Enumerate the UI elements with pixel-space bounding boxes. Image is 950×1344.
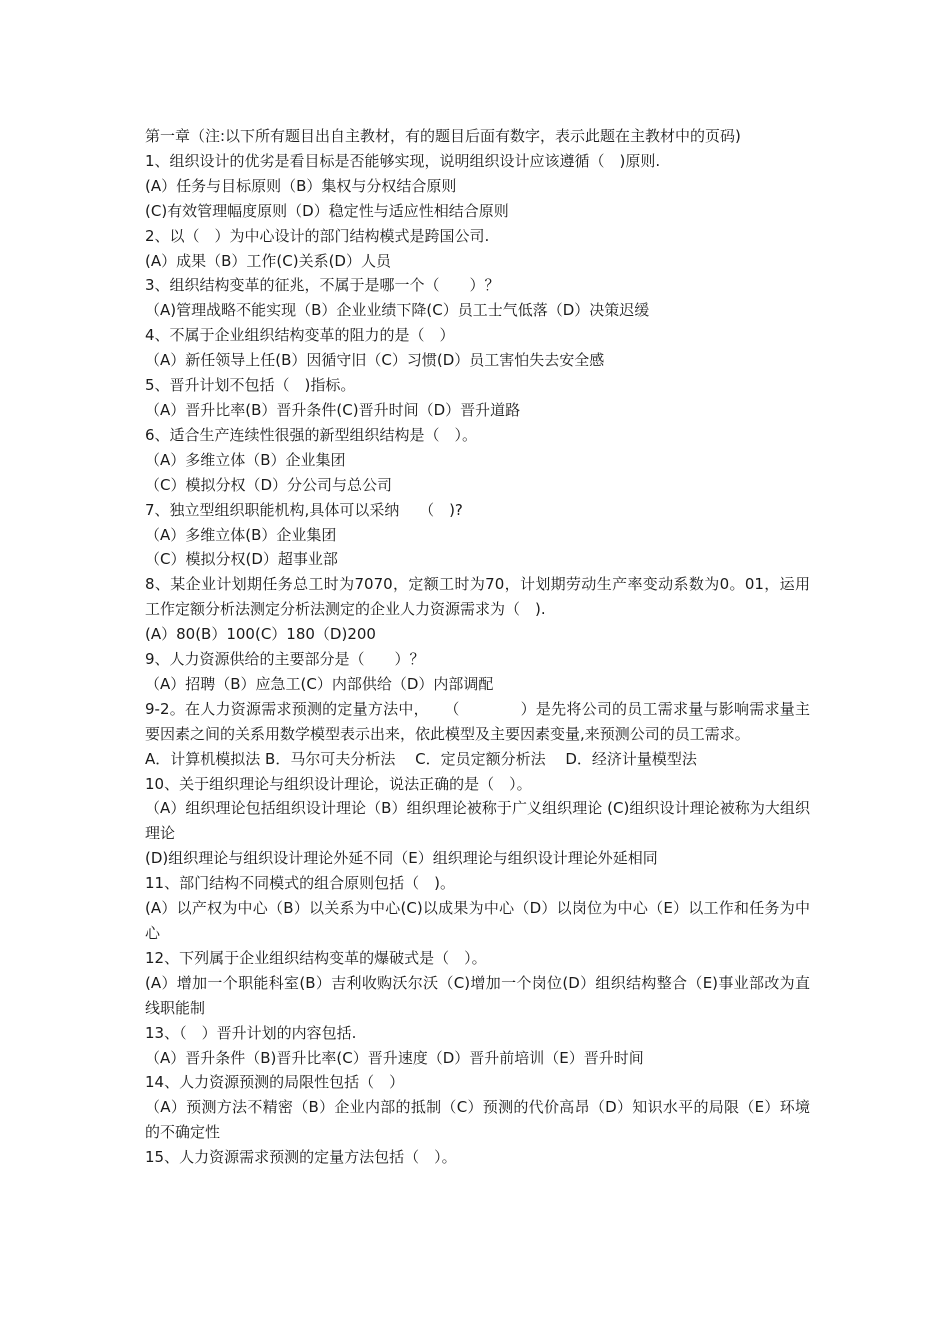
question-12: 12、下列属于企业组织结构变革的爆破式是（ ）。 — [145, 948, 487, 967]
question-1: 1、组织设计的优劣是看目标是否能够实现，说明组织设计应该遵循（ )原则. — [145, 151, 661, 170]
question-6: 6、适合生产连续性很强的新型组织结构是（ ）。 — [145, 425, 478, 444]
question-8: 8、某企业计划期任务总工时为7070，定额工时为70，计划期劳动生产率变动系数为0。01，运用工作定额分析法测定分析法测定的企业人力资源需求为（ ). — [145, 575, 810, 619]
question-11-options: (A）以产权为中心（B）以关系为中心(C)以成果为中心（D）以岗位为中心（E）以工作和任务为中心 — [145, 899, 810, 942]
question-5-options: （A）晋升比率(B）晋升条件(C)晋升时间（D）晋升道路 — [145, 400, 521, 419]
question-9-options: （A）招聘（B）应急工(C）内部供给（D）内部调配 — [145, 674, 494, 693]
question-10-options-a: （A）组织理论包括组织设计理论（B）组织理论被称于广义组织理论 (C)组织设计理论被称为大组织理论 — [145, 799, 810, 843]
question-13: 13、（ ）晋升计划的内容包括. — [145, 1023, 357, 1042]
question-10: 10、关于组织理论与组织设计理论，说法正确的是（ ）。 — [145, 774, 532, 793]
question-2-options: (A）成果（B）工作(C)关系(D）人员 — [145, 251, 391, 270]
question-6-options-b: （C）模拟分权（D）分公司与总公司 — [145, 475, 393, 494]
question-15: 15、人力资源需求预测的定量方法包括（ ）。 — [145, 1148, 457, 1167]
question-9: 9、人力资源供给的主要部分是（ ）？ — [145, 650, 425, 669]
question-10-options-b: (D)组织理论与组织设计理论外延不同（E）组织理论与组织设计理论外延相同 — [145, 849, 658, 868]
question-3-options: （A)管理战略不能实现（B）企业业绩下降(C）员工士气低落（D）决策迟缓 — [145, 301, 650, 320]
question-1-options-b: (C)有效管理幅度原则（D）稳定性与适应性相结合原则 — [145, 201, 509, 220]
question-14: 14、人力资源预测的局限性包括（ ） — [145, 1073, 405, 1092]
question-3: 3、组织结构变革的征兆，不属于是哪一个（ ）？ — [145, 276, 500, 295]
question-9-2: 9-2。在人力资源需求预测的定量方法中， （ ）是先将公司的员工需求量与影响需求量主要因素之间的关系用数学模型表示出来，依此模型及主要因素变量,来预测公司的员工需求。 — [145, 699, 810, 743]
question-7: 7、独立型组织职能机构,具体可以采纳 （ )? — [145, 500, 463, 519]
document-body — [145, 124, 810, 1170]
question-6-options-a: （A）多维立体（B）企业集团 — [145, 450, 346, 469]
question-7-options-a: （A）多维立体(B）企业集团 — [145, 525, 337, 544]
question-8-options: (A）80(B）100(C）180（D)200 — [145, 625, 376, 644]
question-1-options-a: (A）任务与目标原则（B）集权与分权结合原则 — [145, 176, 457, 195]
chapter-heading: 第一章（注:以下所有题目出自主教材，有的题目后面有数字，表示此题在主教材中的页码) — [145, 127, 741, 145]
question-9-2-options: A．计算机模拟法 B．马尔可夫分析法 C．定员定额分析法 D．经济计量模型法 — [145, 749, 697, 768]
question-12-options: (A）增加一个职能科室(B）吉利收购沃尔沃（C)增加一个岗位(D）组织结构整合（E)事业部改为直线职能制 — [145, 973, 810, 1017]
question-5: 5、晋升计划不包括（ )指标。 — [145, 376, 356, 395]
question-4: 4、不属于企业组织结构变革的阻力的是（ ） — [145, 326, 455, 345]
question-13-options: （A）晋升条件（B)晋升比率(C）晋升速度（D）晋升前培训（E）晋升时间 — [145, 1048, 644, 1067]
question-14-options: （A）预测方法不精密（B）企业内部的抵制（C）预测的代价高昂（D）知识水平的局限（E）环境的不确定性 — [145, 1098, 810, 1142]
question-2: 2、以（ ）为中心设计的部门结构模式是跨国公司. — [145, 226, 490, 245]
question-11: 11、部门结构不同模式的组合原则包括（ )。 — [145, 874, 455, 893]
question-7-options-b: （C）模拟分权(D）超事业部 — [145, 550, 338, 569]
question-4-options: （A）新任领导上任(B）因循守旧（C）习惯(D）员工害怕失去安全感 — [145, 351, 605, 370]
